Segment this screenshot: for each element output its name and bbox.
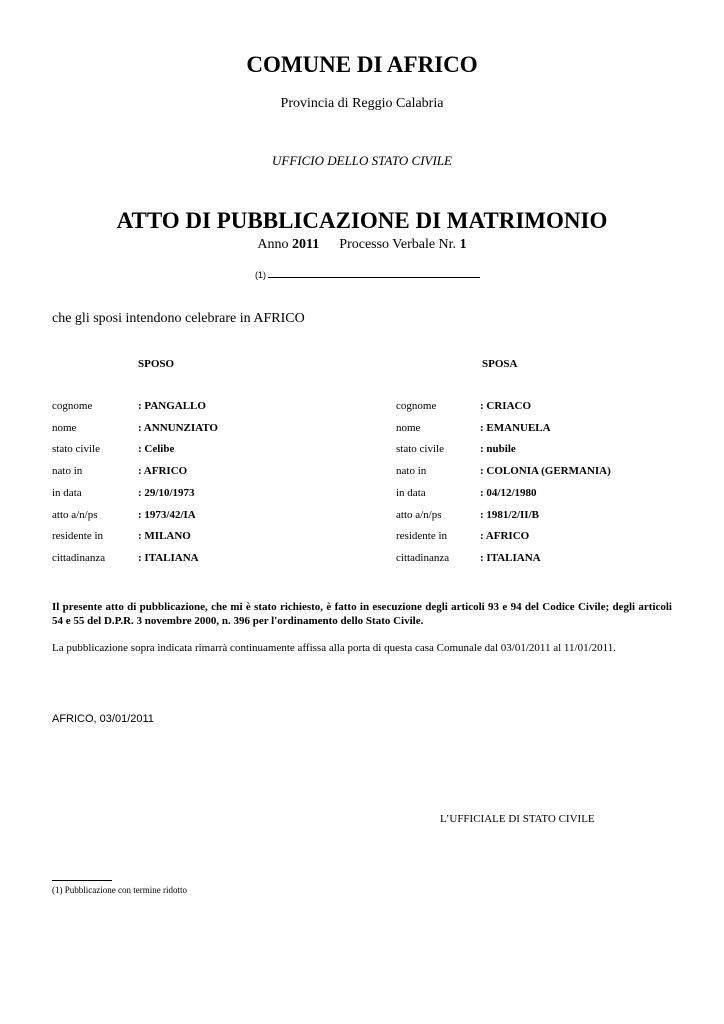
sposo-field-value: : PANGALLO [138,400,206,412]
sposa-field-value: : ITALIANA [480,552,541,564]
sposo-field-value: : 1973/42/IA [138,509,196,521]
sposo-field-value: : Celibe [138,443,175,455]
sposa-field-value: : COLONIA (GERMANIA) [480,465,611,477]
sposa-field-value: : nubile [480,443,516,455]
sposa-field-label: stato civile [396,443,444,455]
footnote-rule [52,880,112,881]
comune-title: COMUNE DI AFRICO [246,52,478,77]
anno-value: 2011 [292,237,320,252]
intro-text: che gli sposi intendono celebrare in AFRICO [52,311,305,326]
signature-label: L’UFFICIALE DI STATO CIVILE [440,813,595,825]
sposa-field-value: : 04/12/1980 [480,487,537,499]
sposo-field-label: stato civile [52,443,100,455]
anno-line [0,237,724,253]
sposo-field-label: in data [52,487,82,499]
note-line [255,269,480,280]
sposa-field-value: : 1981/2/II/B [480,509,539,521]
sposa-field-label: residente in [396,530,448,542]
processo-label: Processo Verbale Nr. [339,237,457,252]
sposa-field-label: cittadinanza [396,552,450,564]
sposa-field-label: cognome [396,400,437,412]
footnote-text: (1) Pubblicazione con termine ridotto [52,885,187,895]
sposa-field-value: : EMANUELA [480,422,551,434]
sposo-field-label: nato in [52,465,83,477]
sposo-heading: SPOSO [138,358,175,370]
provincia-subtitle: Provincia di Reggio Calabria [280,96,444,111]
ufficio-subtitle: UFFICIO DELLO STATO CIVILE [272,153,452,168]
place-date: AFRICO, 03/01/2011 [52,713,154,725]
sposo-field-label: residente in [52,530,104,542]
sposo-field-label: cittadinanza [52,552,106,564]
sposo-field-value: : MILANO [138,530,191,542]
sposa-field-label: nato in [396,465,427,477]
sposo-field-value: : ITALIANA [138,552,199,564]
sposo-field-label: cognome [52,400,93,412]
anno-label: Anno [257,237,289,252]
sposo-field-label: atto a/n/ps [52,509,98,521]
note-ref: (1) [255,270,266,280]
sposa-heading: SPOSA [482,358,518,370]
sposa-field-label: in data [396,487,426,499]
legal-paragraph: Il presente atto di pubblicazione, che mi è stato richiesto, è fatto in esecuzione degli articoli 93 e 94 del Codice Civile; degli articoli 54 e 55 del D.P.R. 3 novembre 2000, n. 396 per l'ordinamento dello Stato Civile. [52,601,672,627]
sposo-field-value: : ANNUNZIATO [138,422,218,434]
sposo-field-label: nome [52,422,77,434]
sposo-field-value: : 29/10/1973 [138,487,195,499]
document-title: ATTO DI PUBBLICAZIONE DI MATRIMONIO [116,208,608,233]
processo-value: 1 [459,237,467,252]
blank-line [268,269,480,278]
sposa-field-label: nome [396,422,421,434]
publication-paragraph: La pubblicazione sopra indicata rimarrà continuamente affissa alla porta di questa casa Comunale dal 03/01/2011 al 11/01/2011. [52,642,616,654]
sposo-field-value: : AFRICO [138,465,188,477]
sposa-field-value: : CRIACO [480,400,532,412]
sposa-field-label: atto a/n/ps [396,509,442,521]
sposa-field-value: : AFRICO [480,530,530,542]
